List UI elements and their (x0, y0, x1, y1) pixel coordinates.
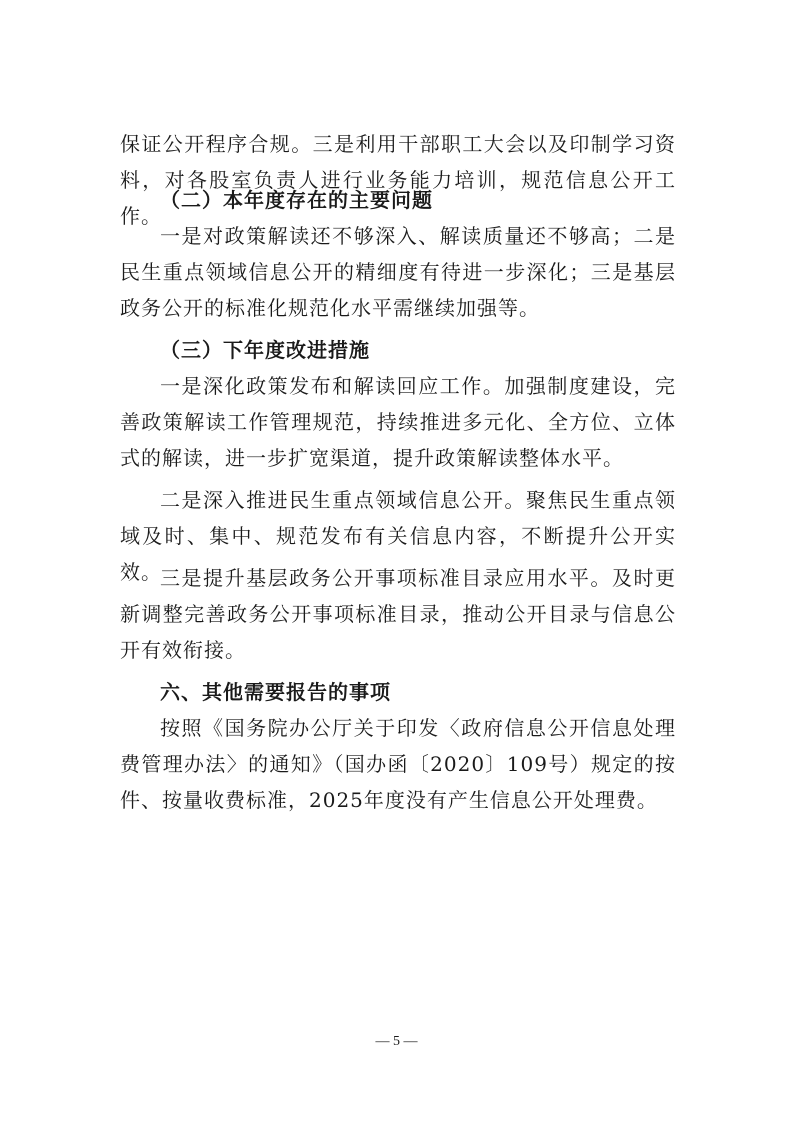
paragraph-improvement-1: 一是深化政策发布和解读回应工作。加强制度建设，完善政策解读工作管理规范，持续推进多元化、全方位、立体式的解读，进一步扩宽渠道，提升政策解读整体水平。 (120, 374, 676, 470)
heading-main-problems: （二）本年度存在的主要问题 (160, 188, 433, 212)
heading-improvements: （三）下年度改进措施 (160, 338, 370, 362)
paragraph-training: 保证公开程序合规。三是利用干部职工大会以及印制学习资料，对各股室负责人进行业务能力培训，规范信息公开工作。 (120, 132, 676, 228)
paragraph-fees: 按照《国务院办公厅关于印发〈政府信息公开信息处理费管理办法〉的通知》（国办函〔2020〕109号）规定的按件、按量收费标准，2025年度没有产生信息公开处理费。 (120, 716, 676, 812)
paragraph-problems: 一是对政策解读还不够深入、解读质量还不够高；二是民生重点领域信息公开的精细度有待进一步深化；三是基层政务公开的标准化规范化水平需继续加强等。 (120, 224, 676, 320)
page-number: — 5 — (375, 1034, 418, 1049)
paragraph-improvement-3: 三是提升基层政务公开事项标准目录应用水平。及时更新调整完善政务公开事项标准目录，推动公开目录与信息公开有效衔接。 (120, 566, 676, 662)
heading-other-matters: 六、其他需要报告的事项 (160, 680, 391, 704)
paragraph-improvement-2: 二是深入推进民生重点领域信息公开。聚焦民生重点领域及时、集中、规范发布有关信息内容，不断提升公开实效。 (120, 488, 676, 584)
